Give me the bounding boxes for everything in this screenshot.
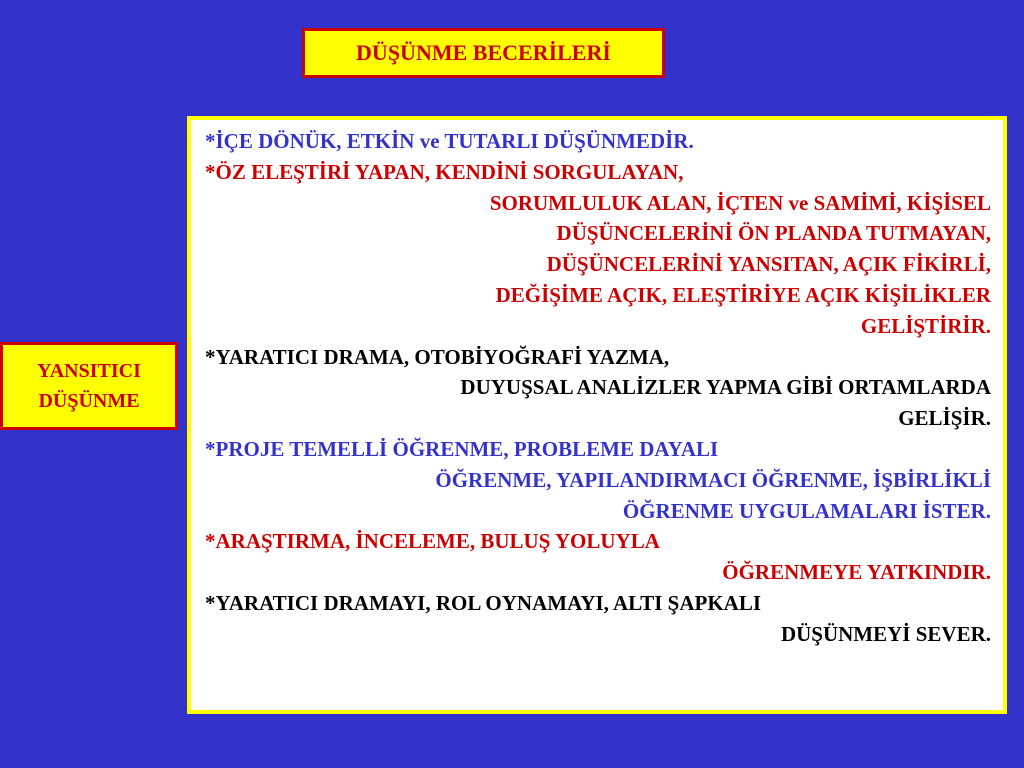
slide-title xyxy=(302,28,665,78)
bullet-line: ÖĞRENME, YAPILANDIRMACI ÖĞRENME, İŞBİRLİKLİ xyxy=(435,467,991,492)
side-label-line-2: DÜŞÜNME xyxy=(38,390,140,412)
bullet-3 xyxy=(205,342,991,434)
side-label-line-1: YANSITICI xyxy=(37,360,141,382)
bullet-line: *İÇE DÖNÜK, ETKİN ve TUTARLI DÜŞÜNMEDİR. xyxy=(205,129,694,153)
bullet-2 xyxy=(205,157,991,342)
bullet-line: *YARATICI DRAMA, OTOBİYOĞRAFİ YAZMA, xyxy=(205,344,670,369)
bullet-line: DÜŞÜNCELERİNİ YANSITAN, AÇIK FİKİRLİ, xyxy=(546,252,991,277)
bullet-6 xyxy=(205,588,991,650)
bullet-5 xyxy=(205,526,991,588)
bullet-line: GELİŞTİRİR. xyxy=(860,313,991,338)
bullet-line: DEĞİŞİME AÇIK, ELEŞTİRİYE AÇIK KİŞİLİKLER xyxy=(495,282,991,307)
bullet-line: *PROJE TEMELLİ ÖĞRENME, PROBLEME DAYALI xyxy=(205,436,719,461)
bullet-line: *ÖZ ELEŞTİRİ YAPAN, KENDİNİ SORGULAYAN, xyxy=(205,159,684,184)
side-label xyxy=(0,342,178,430)
bullet-line: DUYUŞSAL ANALİZLER YAPMA GİBİ ORTAMLARDA xyxy=(460,375,991,400)
bullet-line: *ARAŞTIRMA, İNCELEME, BULUŞ YOLUYLA xyxy=(205,529,660,554)
bullet-1 xyxy=(205,126,991,157)
bullet-line: SORUMLULUK ALAN, İÇTEN ve SAMİMİ, KİŞİSEL xyxy=(489,190,991,215)
bullet-4 xyxy=(205,434,991,526)
bullet-line: *YARATICI DRAMAYI, ROL OYNAMAYI, ALTI ŞAPKALI xyxy=(205,590,762,615)
slide-title-text: DÜŞÜNME BECERİLERİ xyxy=(356,40,611,65)
content-panel xyxy=(187,116,1007,714)
bullet-line: DÜŞÜNMEYİ SEVER. xyxy=(780,621,991,646)
bullet-line: ÖĞRENMEYE YATKINDIR. xyxy=(722,560,991,585)
bullet-line: DÜŞÜNCELERİNİ ÖN PLANDA TUTMAYAN, xyxy=(556,221,991,246)
bullet-line: GELİŞİR. xyxy=(898,406,991,431)
bullet-line: ÖĞRENME UYGULAMALARI İSTER. xyxy=(622,498,991,523)
